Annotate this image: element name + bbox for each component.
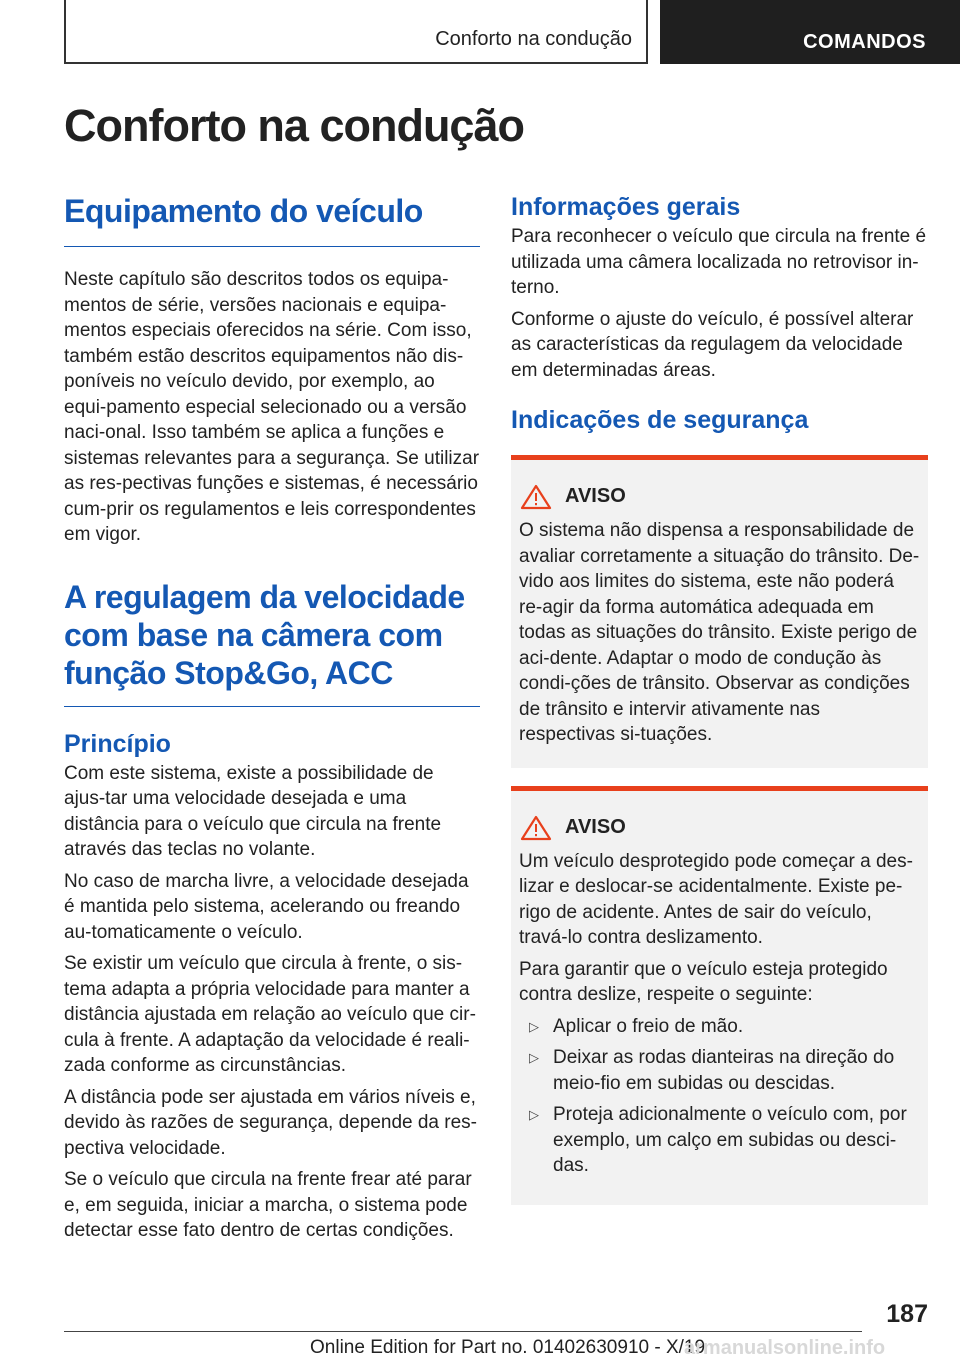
- list-item-text: Aplicar o freio de mão.: [553, 1015, 744, 1037]
- left-column: [64, 192, 480, 1244]
- bullet-triangle-icon: ▷: [529, 1018, 539, 1034]
- heading-informacoes: Informações gerais: [511, 193, 741, 221]
- warning-text-2: Para garantir que o veículo esteja protegido contra deslize, respeite o seguinte:: [519, 958, 888, 1005]
- list-item-text: Proteja adicionalmente o veículo com, por exemplo, um calço em subidas ou desci-das.: [553, 1104, 907, 1176]
- paragraph-principio-4: A distância pode ser ajustada em vários níveis e, devido às razões de segurança, depende da res-pectiva velocidade.: [64, 1086, 477, 1159]
- heading-principio: Princípio: [64, 729, 171, 758]
- warning-box-2: [511, 786, 928, 1205]
- header-section-box: [64, 0, 648, 64]
- heading-equipamento: Equipamento do veículo: [64, 192, 480, 247]
- watermark: armanualsonline.info: [684, 1337, 886, 1359]
- bullet-triangle-icon: ▷: [529, 1050, 539, 1065]
- list-item-text: Deixar as rodas dianteiras na direção do meio-fio em subidas ou descidas.: [553, 1047, 895, 1094]
- paragraph-principio-2: No caso de marcha livre, a velocidade desejada é mantida pelo sistema, acelerando ou freando au-tomaticamente o veículo.: [64, 870, 469, 943]
- footer-edition: Online Edition for Part no. 01402630910 - X/19: [310, 1337, 706, 1358]
- warning-label: AVISO: [565, 815, 626, 838]
- paragraph-info-2: Conforme o ajuste do veículo, é possível alterar as características da regulagem da velocidade em determinadas áreas.: [511, 308, 914, 381]
- bullet-list: [519, 1014, 920, 1179]
- paragraph-equipamento: Neste capítulo são descritos todos os equipa-mentos de série, versões nacionais e equipa-mentos especiais oferecidos na série. Com isso, também estão descritos equipamentos não dis-poníveis no veículo devido, por exemplo, ao equi-pamento especial selecionado ou a versão naci-onal. Isso também se aplica a funções e sistemas relevantes para a segurança. Se utilizar as res-pectivas funções e sistemas, é necessário cum-prir os regulamentos e leis correspondentes em vigor.: [64, 269, 480, 545]
- header-chapter-label: COMANDOS: [803, 31, 926, 53]
- warning-triangle-icon: [519, 815, 553, 841]
- list-item: [519, 1102, 920, 1179]
- heading-acc: A regulagem da velocidade com base na câmera com função Stop&Go, ACC: [64, 578, 480, 707]
- warning-triangle-icon: [519, 484, 553, 510]
- warning-box-1: [511, 455, 928, 768]
- warning-header: [519, 815, 920, 841]
- list-item: [519, 1045, 920, 1096]
- warning-text-1: Um veículo desprotegido pode começar a des-lizar e deslocar-se acidentalmente. Existe pe-rigo de acidente. Antes de sair do veículo, travá-lo contra deslizamento.: [519, 850, 913, 948]
- header-section-title: Conforto na condução: [435, 28, 632, 50]
- footer-divider: [64, 1331, 862, 1332]
- paragraph-principio-5: Se o veículo que circula na frente frear até parar e, em seguida, iniciar a marcha, o sistema pode detectar esse fato dentro de certas condições.: [64, 1169, 472, 1241]
- warning-header: [519, 484, 920, 510]
- heading-seguranca: Indicações de segurança: [511, 406, 809, 434]
- header-chapter-tab: [660, 0, 960, 64]
- list-item: [519, 1014, 920, 1040]
- page-title: Conforto na condução: [64, 100, 524, 151]
- paragraph-info-1: Para reconhecer o veículo que circula na frente é utilizada uma câmera localizada no retrovisor in-terno.: [511, 226, 927, 298]
- paragraph-principio-1: Com este sistema, existe a possibilidade de ajus-tar uma velocidade desejada e uma distância para o veículo que circula na frente através das teclas no volante.: [64, 762, 442, 860]
- page-number: 187: [886, 1300, 928, 1328]
- bullet-triangle-icon: ▷: [529, 1107, 539, 1122]
- warning-text: O sistema não dispensa a responsabilidade de avaliar corretamente a situação do trânsito. De-vido aos limites do sistema, este não poderá re-agir da forma automática adequada em todas as situações do trânsito. Existe perigo de aci-dente. Adaptar o modo de condução às condi-ções de trânsito. Observar as condições de trânsito e intervir ativamente nas respectivas si-tuações.: [519, 520, 920, 745]
- paragraph-principio-3: Se existir um veículo que circula à frente, o sis-tema adapta a própria velocidade para manter a distância ajustada em relação ao veículo que cir-cula à frente. A adaptação da velocidade é reali-zada conforme as circunstâncias.: [64, 953, 476, 1076]
- right-column: [511, 192, 928, 1205]
- warning-label: AVISO: [565, 485, 626, 508]
